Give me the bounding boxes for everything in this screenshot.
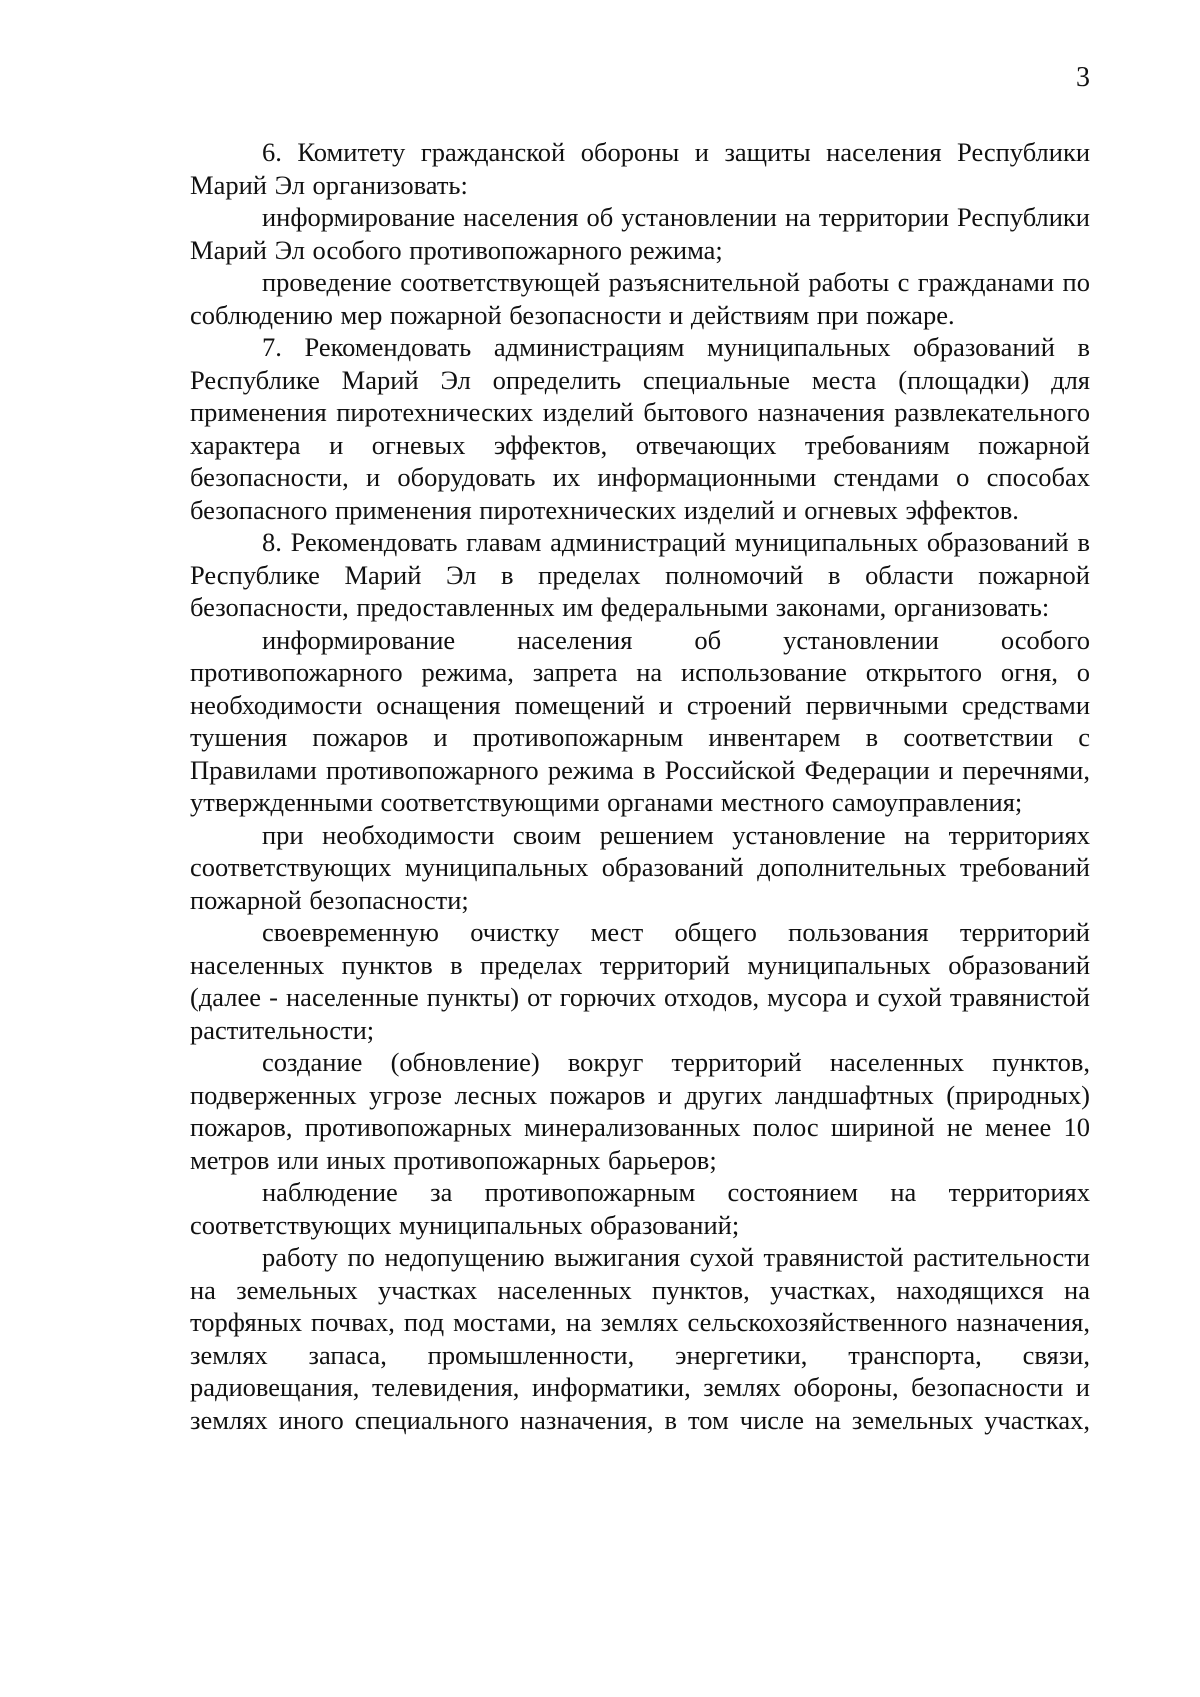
paragraph-inform-population: информирование населения об установлении на территории Республики Марий Эл особого противопожарного режима; [190,202,1090,265]
document-body [190,136,1090,1436]
paragraph-cleaning: своевременную очистку мест общего пользования территорий населенных пунктов в пределах территорий муниципальных образований (далее - населенные пункты) от горючих отходов, мусора и сухой травянистой растительности; [190,917,1090,1045]
paragraph-monitoring: наблюдение за противопожарным состоянием на территориях соответствующих муниципальных образований; [190,1177,1090,1240]
page-number: 3 [1076,62,1090,93]
paragraph-prevent-burning: работу по недопущению выжигания сухой травянистой растительности на земельных участках населенных пунктов, участках, находящихся на торфяных почвах, под мостами, на землях сельскохозяйственного назначения, землях запаса, промышленности, энергетики, транспорта, связи, радиовещания, телевидения, информатики, землях обороны, безопасности и землях иного специального назначения, в том числе на земельных участках, [190,1242,1090,1435]
paragraph-explanatory-work: проведение соответствующей разъяснительной работы с гражданами по соблюдению мер пожарной безопасности и действиям при пожаре. [190,267,1090,330]
paragraph-firebreaks: создание (обновление) вокруг территорий населенных пунктов, подверженных угрозе лесных пожаров и других ландшафтных (природных) пожаров, противопожарных минерализованных полос шириной не менее 10 метров или иных противопожарных барьеров; [190,1047,1090,1175]
paragraph-inform-special-regime: информирование населения об установлении особого противопожарного режима, запрета на использование открытого огня, о необходимости оснащения помещений и строений первичными средствами тушения пожаров и противопожарным инвентарем в соответствии с Правилами противопожарного режима в Российской Федерации и перечнями, утвержденными соответствующими органами местного самоуправления; [190,624,1090,817]
paragraph-item-6: 6. Комитету гражданской обороны и защиты населения Республики Марий Эл организовать: [190,137,1090,200]
paragraph-item-8: 8. Рекомендовать главам администраций муниципальных образований в Республике Марий Эл в пределах полномочий в области пожарной безопасности, предоставленных им федеральными законами, организовать: [190,527,1090,622]
paragraph-additional-requirements: при необходимости своим решением установление на территориях соответствующих муниципальных образований дополнительных требований пожарной безопасности; [190,819,1090,915]
paragraph-item-7: 7. Рекомендовать администрациям муниципальных образований в Республике Марий Эл определить специальные места (площадки) для применения пиротехнических изделий бытового назначения развлекательного характера и огневых эффектов, отвечающих требованиям пожарной безопасности, и оборудовать их информационными стендами о способах безопасного применения пиротехнических изделий и огневых эффектов. [190,332,1090,525]
